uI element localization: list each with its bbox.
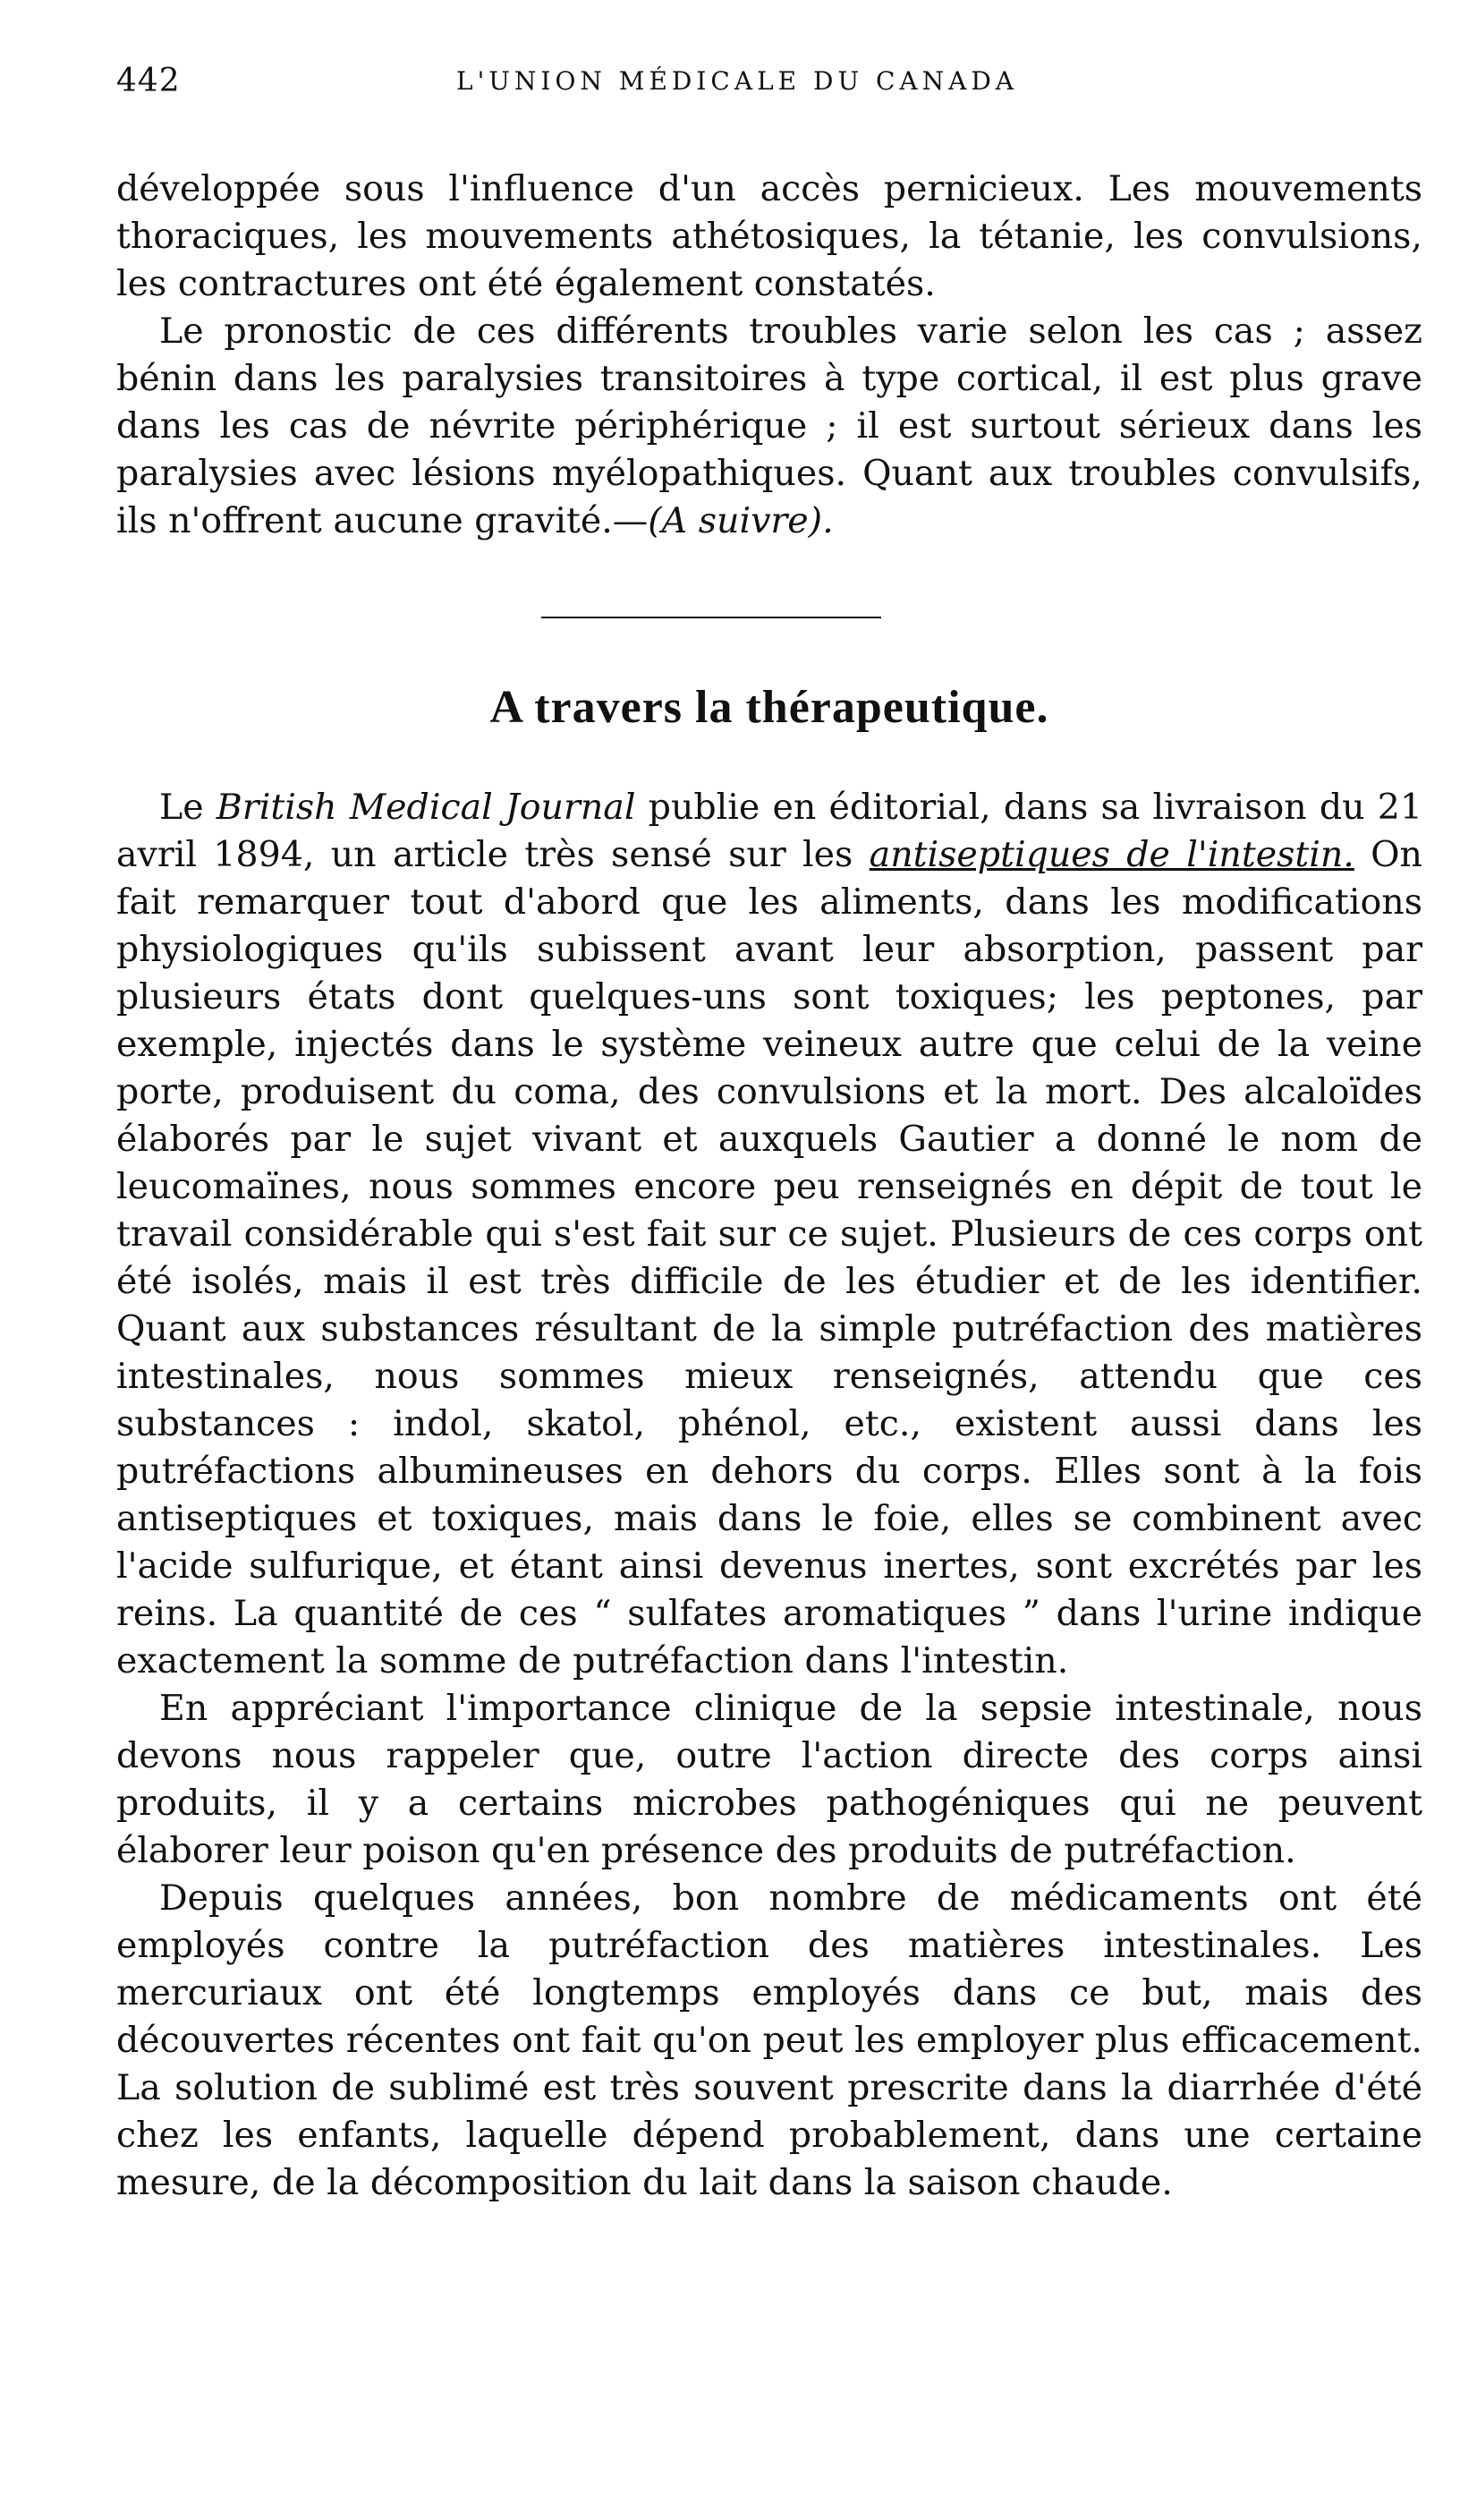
section-separator-rule xyxy=(541,617,881,618)
section-paragraph-3-text: Depuis quelques années, bon nombre de médicaments ont été employés contre la putréfaction des matières intestinales. Les mercuriaux ont été longtemps employés dans ce but, mais des découvertes récentes ont fait qu'on peut les employer plus efficacement. La solution de sublimé est très souvent prescrite dans la diarrhée d'été chez les enfants, laquelle dépend probablement, dans une certaine mesure, de la décomposition du lait dans la saison chaude. xyxy=(116,1877,1422,2203)
section-paragraph-2 xyxy=(116,1685,1422,1875)
section-paragraph-2-text: En appréciant l'importance clinique de la sepsie intestinale, nous devons nous rappeler que, outre l'action directe des corps ainsi produits, il y a certains microbes pathogéniques qui ne peuvent élaborer leur poison qu'en présence des produits de putréfaction. xyxy=(116,1688,1422,1871)
section-paragraph-1-part-c: On fait remarquer tout d'abord que les aliments, dans les modifications physiologiques qu'ils subissent avant leur absorption, passent par plusieurs états dont quelques-uns sont toxiques; les peptones, par exemple, injectés dans le système veineux autre que celui de la veine porte, produisent du coma, des convulsions et la mort. Des alcaloïdes élaborés par le sujet vivant et auxquels Gautier a donné le nom de leucomaïnes, nous sommes encore peu renseignés en dépit de tout le travail considérable qui s'est fait sur ce sujet. Plusieurs de ces corps ont été isolés, mais il est très difficile de les étudier et de les identifier. Quant aux substances résultant de la simple putréfaction des matières intestinales, nous sommes mieux renseignés, attendu que ces substances : indol, skatol, phénol, etc., existent aussi dans les putréfactions albumineuses en dehors du corps. Elles sont à la fois antiseptiques et toxiques, mais dans le foie, elles se combinent avec l'acide sulfurique, et étant ainsi devenus inertes, sont excrétés par les reins. La quantité de ces “ sulfates aromatiques ” dans l'urine indique exactement la somme de putréfaction dans l'intestin. xyxy=(116,834,1422,1681)
journal-name: British Medical Journal xyxy=(216,787,636,828)
article-topic: antiseptiques de l'intestin. xyxy=(869,834,1354,875)
section-paragraph-1-part-b: publie en éditorial, dans sa livraison du 21 avril 1894, un article très sensé sur les xyxy=(116,787,1422,875)
section-title: A travers la thérapeutique. xyxy=(489,682,1049,733)
journal-title: L'UNION MÉDICALE DU CANADA xyxy=(456,66,1018,96)
prognosis-paragraph xyxy=(116,308,1422,545)
page-number: 442 xyxy=(116,63,181,99)
section-paragraph-1 xyxy=(116,784,1422,1685)
running-head xyxy=(116,63,1422,116)
section-paragraph-1-lead: Le xyxy=(159,787,216,828)
document-page xyxy=(116,63,1422,2207)
continued-paragraph xyxy=(116,166,1422,308)
prognosis-paragraph-text: Le pronostic de ces différents troubles varie selon les cas ; assez bénin dans les paralysies transitoires à type cortical, il est plus grave dans les cas de névrite périphérique ; il est surtout sérieux dans les paralysies avec lésions myélopathiques. Quant aux troubles convulsifs, ils n'offrent aucune gravité.— xyxy=(116,311,1422,541)
to-be-continued-note: (A suivre). xyxy=(648,500,834,541)
section-paragraph-3 xyxy=(116,1875,1422,2207)
continued-paragraph-text: développée sous l'influence d'un accès pernicieux. Les mouvements thoraciques, les mouvements athétosiques, la tétanie, les convulsions, les contractures ont été également constatés. xyxy=(116,168,1422,304)
